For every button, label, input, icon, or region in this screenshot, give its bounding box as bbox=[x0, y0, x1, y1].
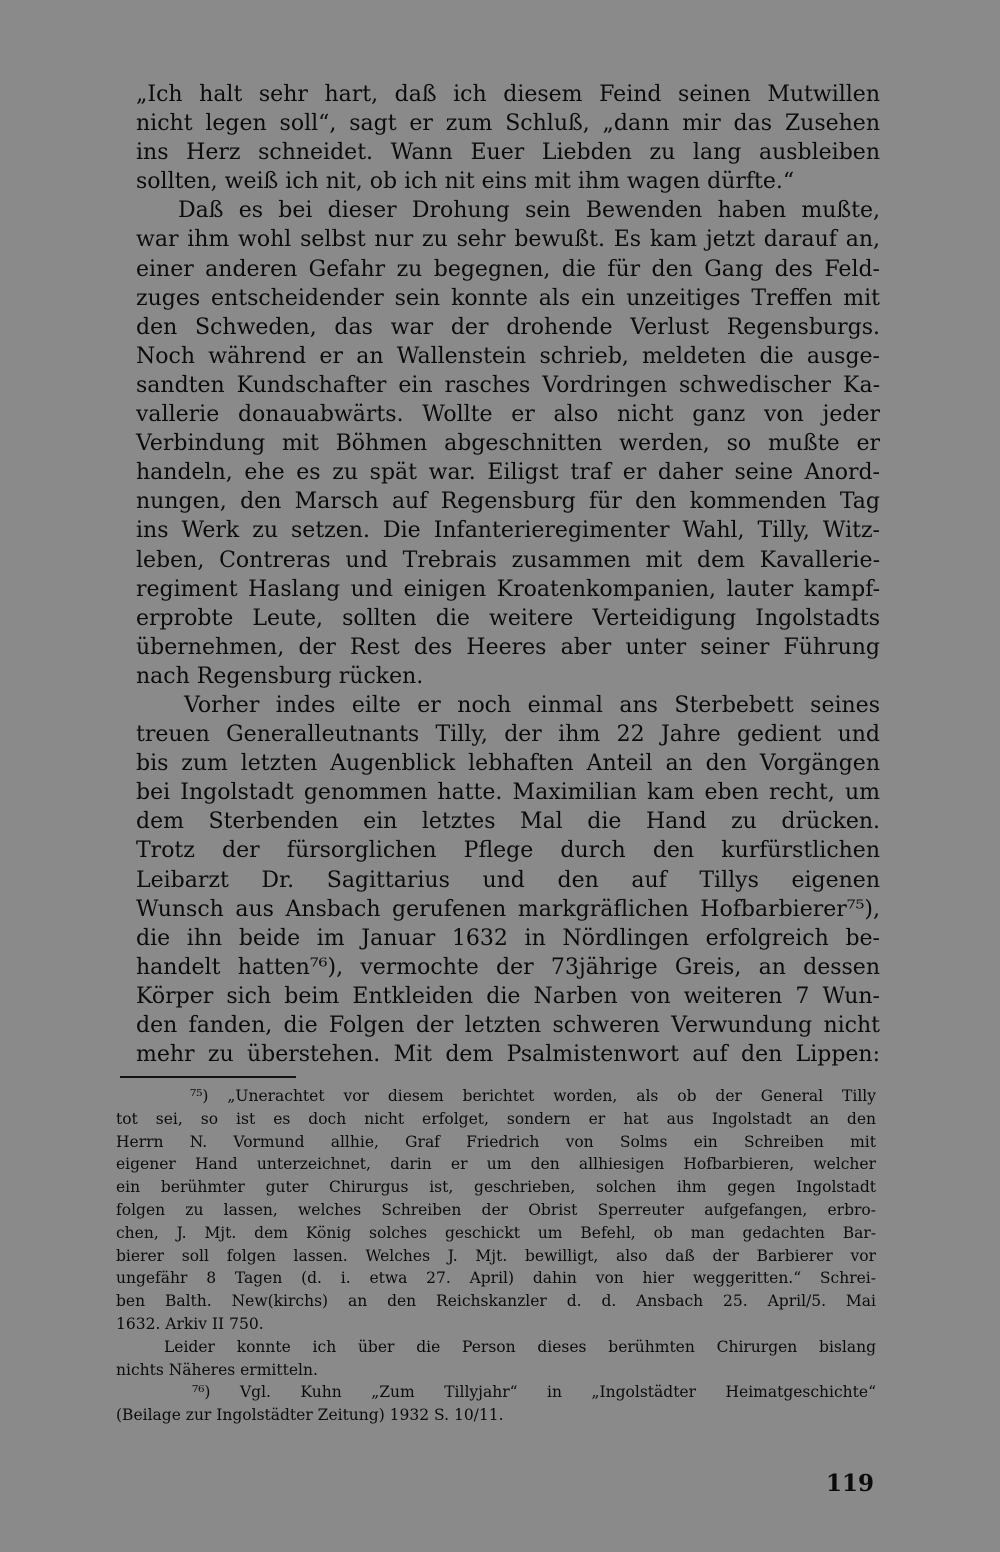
text-line: sollten, weiß ich nit, ob ich nit eins mit ihm wagen dürfte.“ bbox=[136, 169, 795, 195]
text-line: übernehmen, der Rest des Heeres aber unter seiner Führung bbox=[136, 634, 880, 660]
text-line: zuges entscheidender sein konnte als ein unzeitiges Treffen mit bbox=[136, 285, 880, 311]
text-line: Verbindung mit Böhmen abgeschnitten werden, so mußte er bbox=[136, 431, 880, 457]
footnote-line: ungefähr 8 Tagen (d. i. etwa 27. April) dahin von hier weggeritten.“ Schrei- bbox=[116, 1269, 876, 1288]
text-line: Körper sich beim Entkleiden die Narben von weiteren 7 Wun- bbox=[136, 983, 880, 1009]
main-text bbox=[136, 80, 880, 1069]
text-line: nungen, den Marsch auf Regensburg für den kommenden Tag bbox=[136, 489, 880, 515]
footnote-line: tot sei, so ist es doch nicht erfolget, sondern er hat aus Ingolstadt an den bbox=[116, 1109, 876, 1128]
text-line: einer anderen Gefahr zu begegnen, die für den Gang des Feld- bbox=[136, 256, 880, 282]
footnote-line: chen, J. Mjt. dem König solches geschickt um Befehl, ob man gedachten Bar- bbox=[116, 1223, 876, 1242]
text-line: handeln, ehe es zu spät war. Eiligst traf er daher seine Anord- bbox=[136, 460, 880, 486]
text-line: Noch während er an Wallenstein schrieb, meldeten die ausge- bbox=[136, 343, 880, 369]
text-line: Trotz der fürsorglichen Pflege durch den kurfürstlichen bbox=[136, 838, 880, 864]
text-line: nach Regensburg rücken. bbox=[136, 663, 424, 689]
page-number: 119 bbox=[826, 1470, 875, 1497]
footnote-line: folgen zu lassen, welches Schreiben der Obrist Sperreuter aufgefangen, erbro- bbox=[116, 1200, 876, 1219]
text-line: ins Werk zu setzen. Die Infanterieregimenter Wahl, Tilly, Witz- bbox=[136, 518, 880, 544]
footnotes bbox=[116, 1085, 876, 1427]
text-line: bei Ingolstadt genommen hatte. Maximilian kam eben recht, um bbox=[136, 780, 880, 806]
footnote-line: nichts Näheres ermitteln. bbox=[116, 1360, 318, 1379]
footnote-line: Herrn N. Vormund allhie, Graf Friedrich von Solms ein Schreiben mit bbox=[116, 1132, 876, 1151]
footnote-line: eigener Hand unterzeichnet, darin er um den allhiesigen Hofbarbieren, welcher bbox=[116, 1155, 876, 1174]
text-line: den fanden, die Folgen der letzten schweren Verwundung nicht bbox=[136, 1013, 880, 1038]
footnote-line: ein berühmter guter Chirurgus ist, geschrieben, solchen ihm gegen Ingolstadt bbox=[116, 1178, 876, 1197]
text-line: ins Herz schneidet. Wann Euer Liebden zu lang ausbleiben bbox=[136, 140, 880, 166]
text-line: Daß es bei dieser Drohung sein Bewenden haben mußte, bbox=[178, 198, 880, 224]
text-line: den Schweden, das war der drohende Verlust Regensburgs. bbox=[136, 314, 880, 340]
text-line: Leibarzt Dr. Sagittarius und den auf Tillys eigenen bbox=[136, 867, 880, 893]
footnote-line: (Beilage zur Ingolstädter Zeitung) 1932 S. 10/11. bbox=[116, 1406, 504, 1425]
footnote-line: bierer soll folgen lassen. Welches J. Mjt. bewilligt, also daß der Barbierer vor bbox=[116, 1246, 876, 1265]
text-line: mehr zu überstehen. Mit dem Psalmistenwort auf den Lippen: bbox=[136, 1042, 880, 1068]
text-line: regiment Haslang und einigen Kroatenkompanien, lauter kampf- bbox=[136, 576, 880, 602]
text-line: treuen Generalleutnants Tilly, der ihm 22 Jahre gedient und bbox=[136, 722, 880, 748]
text-line: vallerie donauabwärts. Wollte er also nicht ganz von jeder bbox=[136, 402, 880, 428]
text-line: nicht legen soll“, sagt er zum Schluß, „dann mir das Zusehen bbox=[136, 111, 880, 137]
text-line: handelt hatten⁷⁶), vermochte der 73jährige Greis, an dessen bbox=[136, 954, 880, 980]
footnote-line: ben Balth. New(kirchs) an den Reichskanzler d. d. Ansbach 25. April/5. Mai bbox=[116, 1292, 876, 1311]
text-line: bis zum letzten Augenblick lebhaften Anteil an den Vorgängen bbox=[136, 751, 880, 777]
text-line: die ihn beide im Januar 1632 in Nördlingen erfolgreich be- bbox=[136, 925, 880, 951]
footnote-line: 1632. Arkiv II 750. bbox=[116, 1314, 264, 1333]
text-line: leben, Contreras und Trebrais zusammen mit dem Kavallerie- bbox=[136, 547, 880, 573]
text-line: dem Sterbenden ein letztes Mal die Hand zu drücken. bbox=[136, 809, 880, 835]
text-line: Wunsch aus Ansbach gerufenen markgräflichen Hofbarbierer⁷⁵), bbox=[136, 896, 880, 922]
text-line: war ihm wohl selbst nur zu sehr bewußt. Es kam jetzt darauf an, bbox=[136, 227, 880, 253]
text-line: Vorher indes eilte er noch einmal ans Sterbebett seines bbox=[184, 692, 880, 718]
footnote-line: ⁷⁵) „Unerachtet vor diesem berichtet worden, als ob der General Tilly bbox=[190, 1087, 876, 1105]
footnote-divider bbox=[120, 1076, 296, 1078]
footnote-line: Leider konnte ich über die Person dieses berühmten Chirurgen bislang bbox=[164, 1337, 876, 1356]
text-line: erprobte Leute, sollten die weitere Verteidigung Ingolstadts bbox=[136, 605, 880, 631]
text-line: sandten Kundschafter ein rasches Vordringen schwedischer Ka- bbox=[136, 372, 880, 398]
footnote-line: ⁷⁶) Vgl. Kuhn „Zum Tillyjahr“ in „Ingolstädter Heimatgeschichte“ bbox=[192, 1383, 876, 1402]
text-line: „Ich halt sehr hart, daß ich diesem Feind seinen Mutwillen bbox=[136, 82, 880, 107]
